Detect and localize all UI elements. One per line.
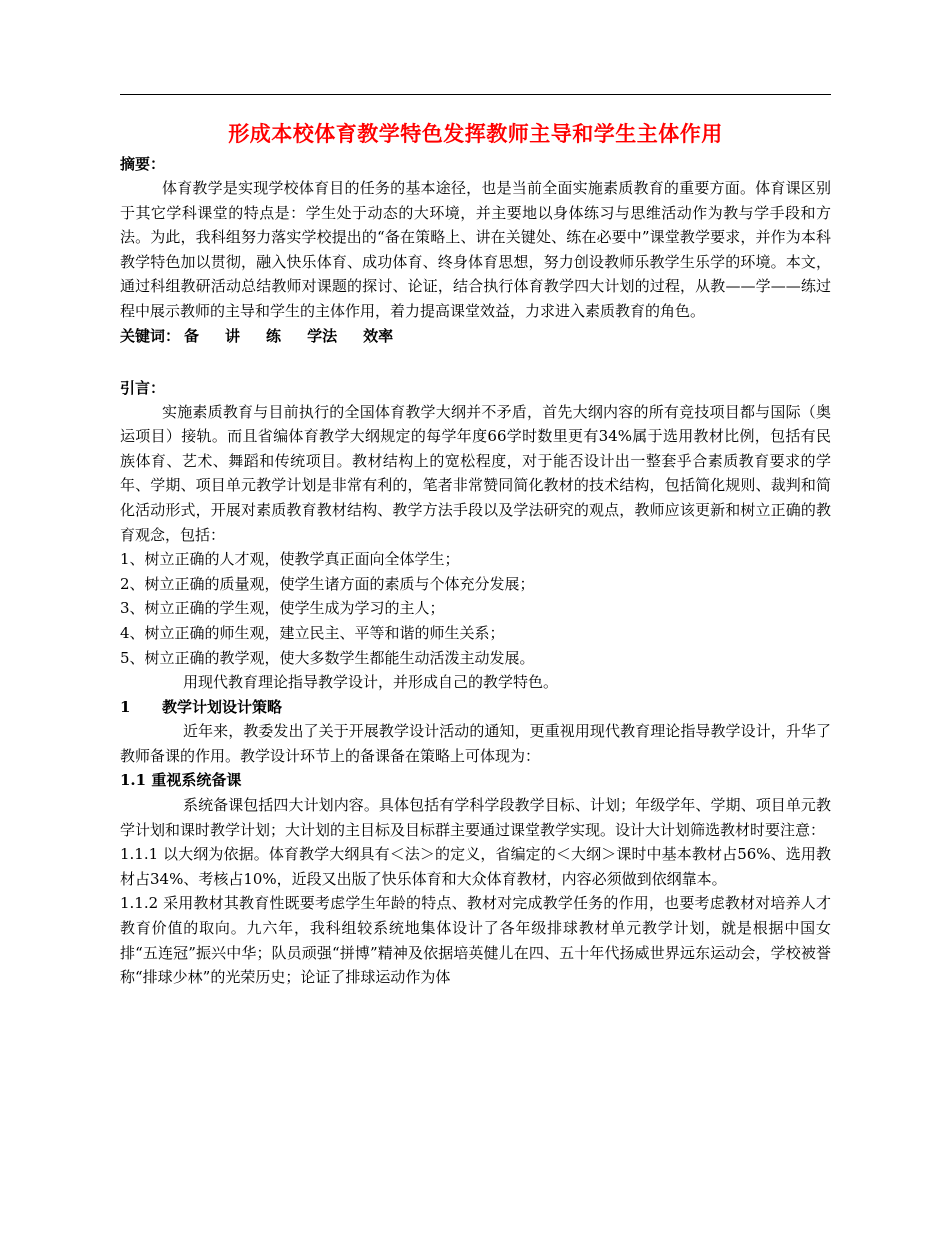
page-title: 形成本校体育教学特色发挥教师主导和学生主体作用 bbox=[228, 121, 723, 146]
section-number: 1 bbox=[120, 697, 131, 716]
keyword: 备 bbox=[184, 326, 200, 345]
keyword: 讲 bbox=[225, 326, 241, 345]
list-item: 3、树立正确的学生观，使学生成为学习的主人； bbox=[120, 599, 445, 618]
list-item: 5、树立正确的教学观，使大多数学生都能生动活泼主动发展。 bbox=[120, 648, 535, 667]
spacer bbox=[120, 348, 831, 376]
intro-closing: 用现代教育理论指导教学设计，并形成自己的教学特色。 bbox=[183, 673, 559, 692]
keyword: 练 bbox=[266, 326, 282, 345]
intro-text: 实施素质教育与目前执行的全国体育教学大纲并不矛盾，首先大纲内容的所有竞技项目都与国际（奥运项目）接轨。而且省编体育教学大纲规定的每学年度66学时数里更有34%属于选用教材比例，包括有民族体育、艺术、舞蹈和传统项目。教材结构上的宽松程度，对于能否设计出一整套乎合素质教育要求的学年、学期、项目单元教学计划是非常有利的，笔者非常赞同简化教材的技术结构，包括简化规则、裁判和简化活动形式，开展对素质教育教材结构、教学方法手段以及学法研究的观点，教师应该更新和树立正确的教育观念，包括： bbox=[120, 402, 831, 544]
keyword: 效率 bbox=[363, 326, 394, 345]
intro-label: 引言： bbox=[120, 378, 166, 397]
list-item: 1、树立正确的人才观，使教学真正面向全体学生； bbox=[120, 550, 460, 569]
keywords-label: 关键词： bbox=[120, 326, 181, 345]
document-body bbox=[120, 116, 831, 990]
section-heading bbox=[120, 695, 831, 720]
header-rule bbox=[120, 94, 831, 95]
keywords bbox=[120, 324, 831, 348]
section-text: 近年来，教委发出了关于开展教学设计活动的通知，更重视用现代教育理论指导教学设计，升华了教师备课的作用。教学设计环节上的备课备在策略上可体现为： bbox=[120, 722, 831, 765]
paragraph: 1.1.1 以大纲为依据。体育教学大纲具有＜法＞的定义，省编定的＜大纲＞课时中基本教材占56%、选用教材占34%、考核占10%，近段又出版了快乐体育和大众体育教材，内容必须做到依纲靠本。 bbox=[120, 845, 831, 888]
list-item: 4、树立正确的师生观，建立民主、平等和谐的师生关系； bbox=[120, 623, 505, 642]
section-title: 教学计划设计策略 bbox=[162, 697, 283, 716]
subsection-text: 系统备课包括四大计划内容。具体包括有学科学段教学目标、计划；年级学年、学期、项目单元教学计划和课时教学计划；大计划的主目标及目标群主要通过课堂教学实现。设计大计划筛选教材时要注意： bbox=[120, 796, 831, 839]
abstract-label: 摘要： bbox=[120, 155, 166, 173]
paragraph: 1.1.2 采用教材其教育性既要考虑学生年龄的特点、教材对完成教学任务的作用，也要考虑教材对培养人才教育价值的取向。九六年，我科组较系统地集体设计了各年级排球教材单元教学计划，就是根据中国女排“五连冠”振兴中华；队员顽强“拼博”精神及依据培英健儿在四、五十年代扬威世界远东运动会，学校被誉称“排球少林”的光荣历史；论证了排球运动作为体 bbox=[120, 894, 831, 987]
keyword: 学法 bbox=[307, 326, 338, 345]
abstract-text: 体育教学是实现学校体育目的任务的基本途径，也是当前全面实施素质教育的重要方面。体育课区别于其它学科课堂的特点是：学生处于动态的大环境，并主要地以身体练习与思维活动作为教与学手段和方法。为此，我科组努力落实学校提出的“备在策略上、讲在关键处、练在必要中”课堂教学要求，并作为本科教学特色加以贯彻，融入快乐体育、成功体育、终身体育思想，努力创设教师乐教学生乐学的环境。本文，通过科组教研活动总结教师对课题的探讨、论证，结合执行体育教学四大计划的过程，从教——学——练过程中展示教师的主导和学生的主体作用，着力提高课堂效益，力求进入素质教育的角色。 bbox=[120, 179, 831, 320]
subsection-heading: 1.1 重视系统备课 bbox=[120, 771, 242, 790]
list-item: 2、树立正确的质量观，使学生诸方面的素质与个体充分发展； bbox=[120, 574, 535, 593]
